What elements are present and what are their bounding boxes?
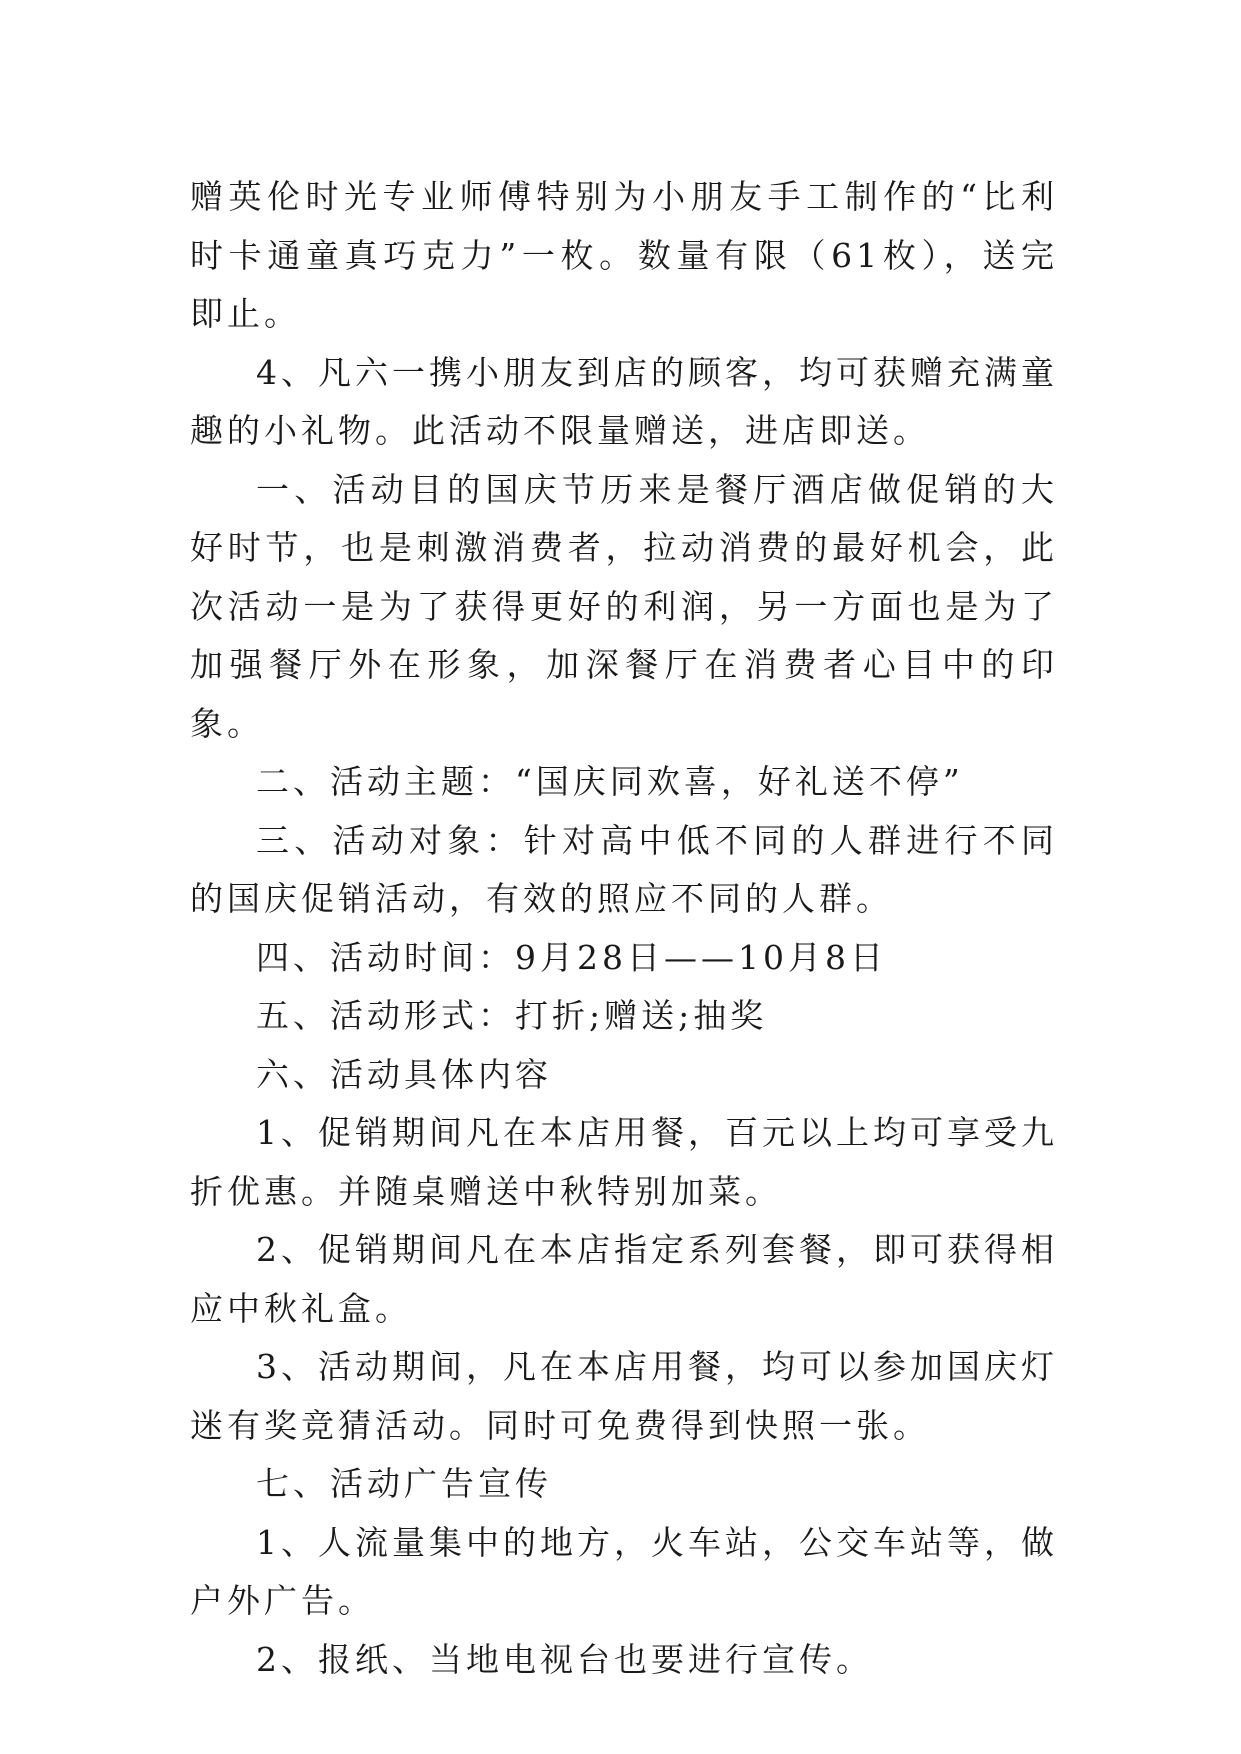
paragraph-content-2: 2、促销期间凡在本店指定系列套餐，即可获得相应中秋礼盒。	[190, 1230, 1058, 1328]
paragraph-form: 五、活动形式：打折;赠送;抽奖	[256, 996, 768, 1035]
paragraph-item-4: 4、凡六一携小朋友到店的顾客，均可获赠充满童趣的小礼物。此活动不限量赠送，进店即送。	[190, 352, 1058, 450]
paragraph-ad-heading: 七、活动广告宣传	[256, 1464, 552, 1503]
paragraph-theme: 二、活动主题：“国庆同欢喜，好礼送不停”	[256, 762, 964, 801]
paragraph-purpose: 一、活动目的国庆节历来是餐厅酒店做促销的大好时节，也是刺激消费者，拉动消费的最好机会，此次活动一是为了获得更好的利润，另一方面也是为了加强餐厅外在形象，加深餐厅在消费者心目中的印象。	[190, 469, 1058, 743]
paragraph-audience: 三、活动对象：针对高中低不同的人群进行不同的国庆促销活动，有效的照应不同的人群。	[190, 820, 1058, 918]
document-body	[190, 168, 1058, 1689]
paragraph-time: 四、活动时间：9月28日——10月8日	[256, 937, 887, 977]
paragraph-content-3: 3、活动期间，凡在本店用餐，均可以参加国庆灯迷有奖竞猜活动。同时可免费得到快照一张。	[190, 1347, 1058, 1445]
paragraph-content-1: 1、促销期间凡在本店用餐，百元以上均可享受九折优惠。并随桌赠送中秋特别加菜。	[190, 1113, 1058, 1211]
paragraph-ad-1: 1、人流量集中的地方，火车站，公交车站等，做户外广告。	[190, 1522, 1058, 1620]
paragraph-chocolate-gift: 赠英伦时光专业师傅特别为小朋友手工制作的“比利时卡通童真巧克力”一枚。数量有限（61枚），送完即止。	[190, 177, 1058, 333]
paragraph-content-heading: 六、活动具体内容	[256, 1054, 552, 1094]
paragraph-ad-2: 2、报纸、当地电视台也要进行宣传。	[256, 1639, 873, 1679]
